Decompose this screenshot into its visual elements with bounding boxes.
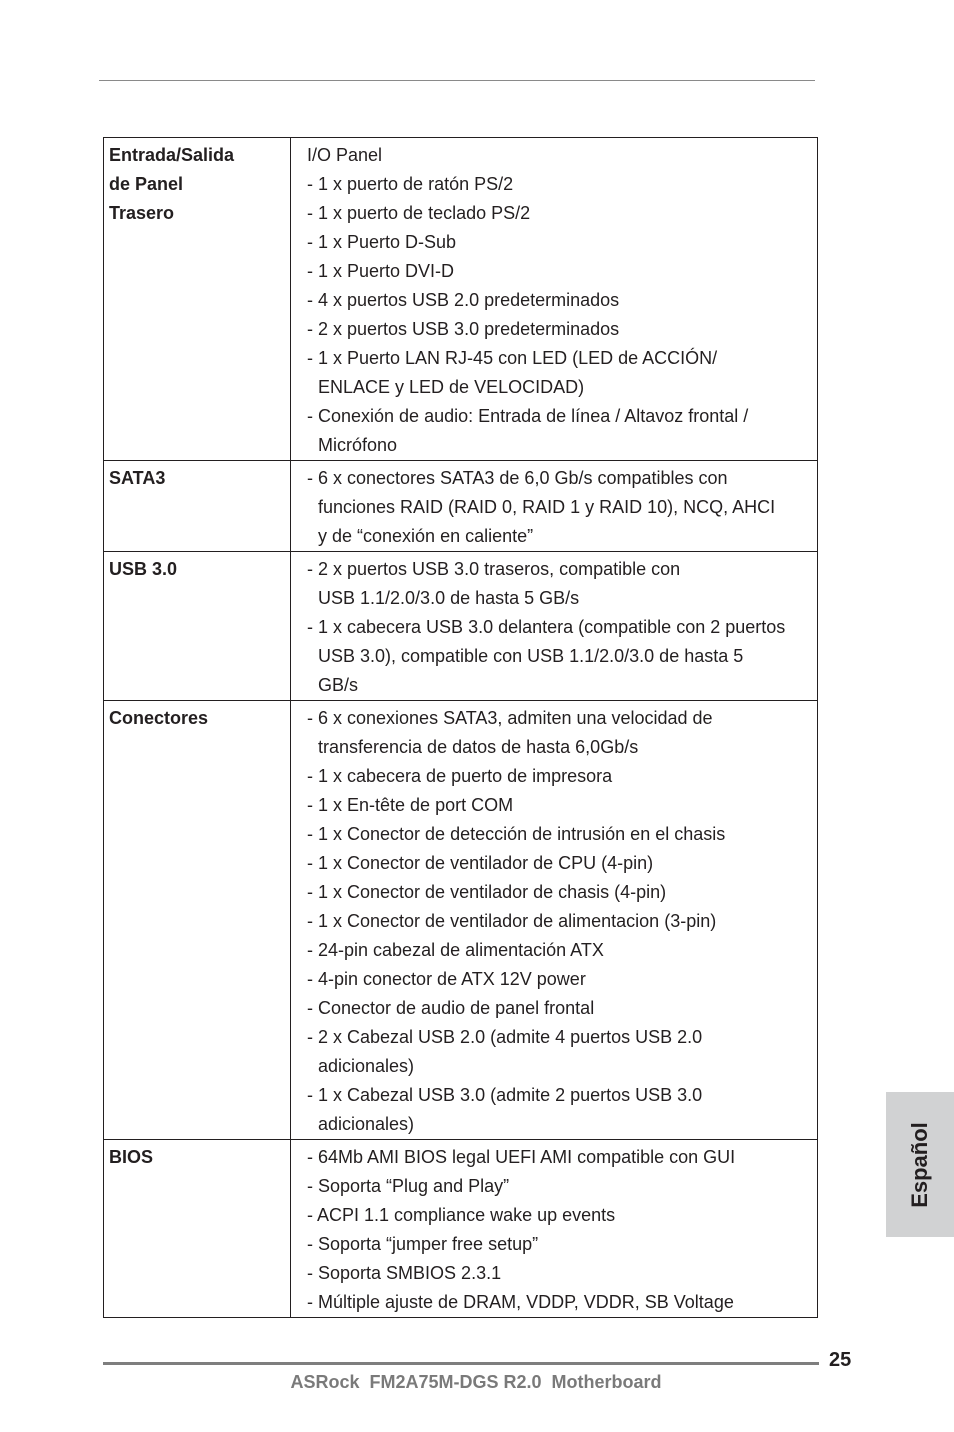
spec-line: - 1 x En-tête de port COM (307, 795, 514, 815)
spec-line: ENLACE y LED de VELOCIDAD) (318, 377, 585, 397)
spec-line: - 1 x cabecera de puerto de impresora (307, 766, 613, 786)
top-divider (99, 80, 815, 81)
spec-line: - 24-pin cabezal de alimentación ATX (307, 940, 604, 960)
spec-line: - 4 x puertos USB 2.0 predeterminados (307, 290, 620, 310)
spec-line: - 2 x Cabezal USB 2.0 (admite 4 puertos USB 2.0 (307, 1027, 703, 1047)
spec-line: - 4-pin conector de ATX 12V power (307, 969, 586, 989)
spec-line: - 1 x Puerto LAN RJ-45 con LED (LED de ACCIÓN/ (307, 348, 718, 368)
spec-line: - Conexión de audio: Entrada de línea / Altavoz frontal / (307, 406, 749, 426)
spec-label (104, 552, 291, 700)
spec-details (291, 461, 817, 551)
spec-line: y de “conexión en caliente” (318, 526, 534, 546)
spec-line: - 1 x cabecera USB 3.0 delantera (compatible con 2 puertos (307, 617, 786, 637)
spec-line: - Soporta “jumper free setup” (307, 1234, 539, 1254)
spec-line: I/O Panel (307, 145, 383, 165)
spec-line: adicionales) (318, 1114, 415, 1134)
spec-line: - 64Mb AMI BIOS legal UEFI AMI compatible con GUI (307, 1147, 736, 1167)
spec-line: - 1 x Conector de ventilador de CPU (4-pin) (307, 853, 654, 873)
spec-line: - Soporta SMBIOS 2.3.1 (307, 1263, 502, 1283)
spec-row (104, 1139, 817, 1317)
spec-line: - Soporta “Plug and Play” (307, 1176, 510, 1196)
spec-details (291, 1140, 817, 1317)
spec-details (291, 701, 817, 1139)
spec-row (104, 138, 817, 460)
spec-label (104, 1140, 291, 1317)
spec-line: - 1 x Cabezal USB 3.0 (admite 2 puertos USB 3.0 (307, 1085, 703, 1105)
spec-line: - 1 x Conector de detección de intrusión en el chasis (307, 824, 726, 844)
spec-line: - Conector de audio de panel frontal (307, 998, 595, 1018)
spec-line: GB/s (318, 675, 359, 695)
spec-line: - 2 x puertos USB 3.0 predeterminados (307, 319, 620, 339)
spec-label-text: USB 3.0 (109, 559, 178, 579)
spec-row (104, 460, 817, 551)
spec-line: - 1 x Conector de ventilador de chasis (4-pin) (307, 882, 667, 902)
page-number: 25 (829, 1349, 852, 1371)
spec-line: - 6 x conexiones SATA3, admiten una velocidad de (307, 708, 713, 728)
spec-line: - ACPI 1.1 compliance wake up events (307, 1205, 616, 1225)
bottom-divider (103, 1362, 819, 1365)
language-tab (886, 1092, 954, 1237)
language-tab-label: Español (907, 1121, 932, 1208)
spec-label (104, 461, 291, 551)
spec-label-text: Conectores (109, 708, 209, 728)
spec-details (291, 138, 817, 460)
spec-label-text: de Panel (109, 174, 184, 194)
spec-label (104, 138, 291, 460)
spec-line: - 2 x puertos USB 3.0 traseros, compatible con (307, 559, 681, 579)
spec-row (104, 700, 817, 1139)
spec-line: funciones RAID (RAID 0, RAID 1 y RAID 10), NCQ, AHCI (318, 497, 776, 517)
spec-line: - 1 x Conector de ventilador de alimentacion (3-pin) (307, 911, 717, 931)
spec-line: USB 3.0), compatible con USB 1.1/2.0/3.0 de hasta 5 (318, 646, 744, 666)
footer-title: ASRock FM2A75M-DGS R2.0 Motherboard (290, 1372, 662, 1392)
spec-details (291, 552, 817, 700)
spec-line: - 6 x conectores SATA3 de 6,0 Gb/s compatibles con (307, 468, 728, 488)
spec-label (104, 701, 291, 1139)
spec-line: Micrófono (318, 435, 398, 455)
specifications-table (103, 137, 818, 1318)
spec-line: - Múltiple ajuste de DRAM, VDDP, VDDR, SB Voltage (307, 1292, 734, 1312)
spec-label-text: Entrada/Salida (109, 145, 235, 165)
spec-line: - 1 x Puerto DVI-D (307, 261, 455, 281)
spec-label-text: SATA3 (109, 468, 166, 488)
spec-row (104, 551, 817, 700)
spec-line: transferencia de datos de hasta 6,0Gb/s (318, 737, 639, 757)
spec-line: - 1 x puerto de teclado PS/2 (307, 203, 531, 223)
spec-line: - 1 x Puerto D-Sub (307, 232, 457, 252)
spec-label-text: BIOS (109, 1147, 154, 1167)
spec-line: - 1 x puerto de ratón PS/2 (307, 174, 514, 194)
spec-line: adicionales) (318, 1056, 415, 1076)
spec-line: USB 1.1/2.0/3.0 de hasta 5 GB/s (318, 588, 580, 608)
spec-label-text: Trasero (109, 203, 175, 223)
